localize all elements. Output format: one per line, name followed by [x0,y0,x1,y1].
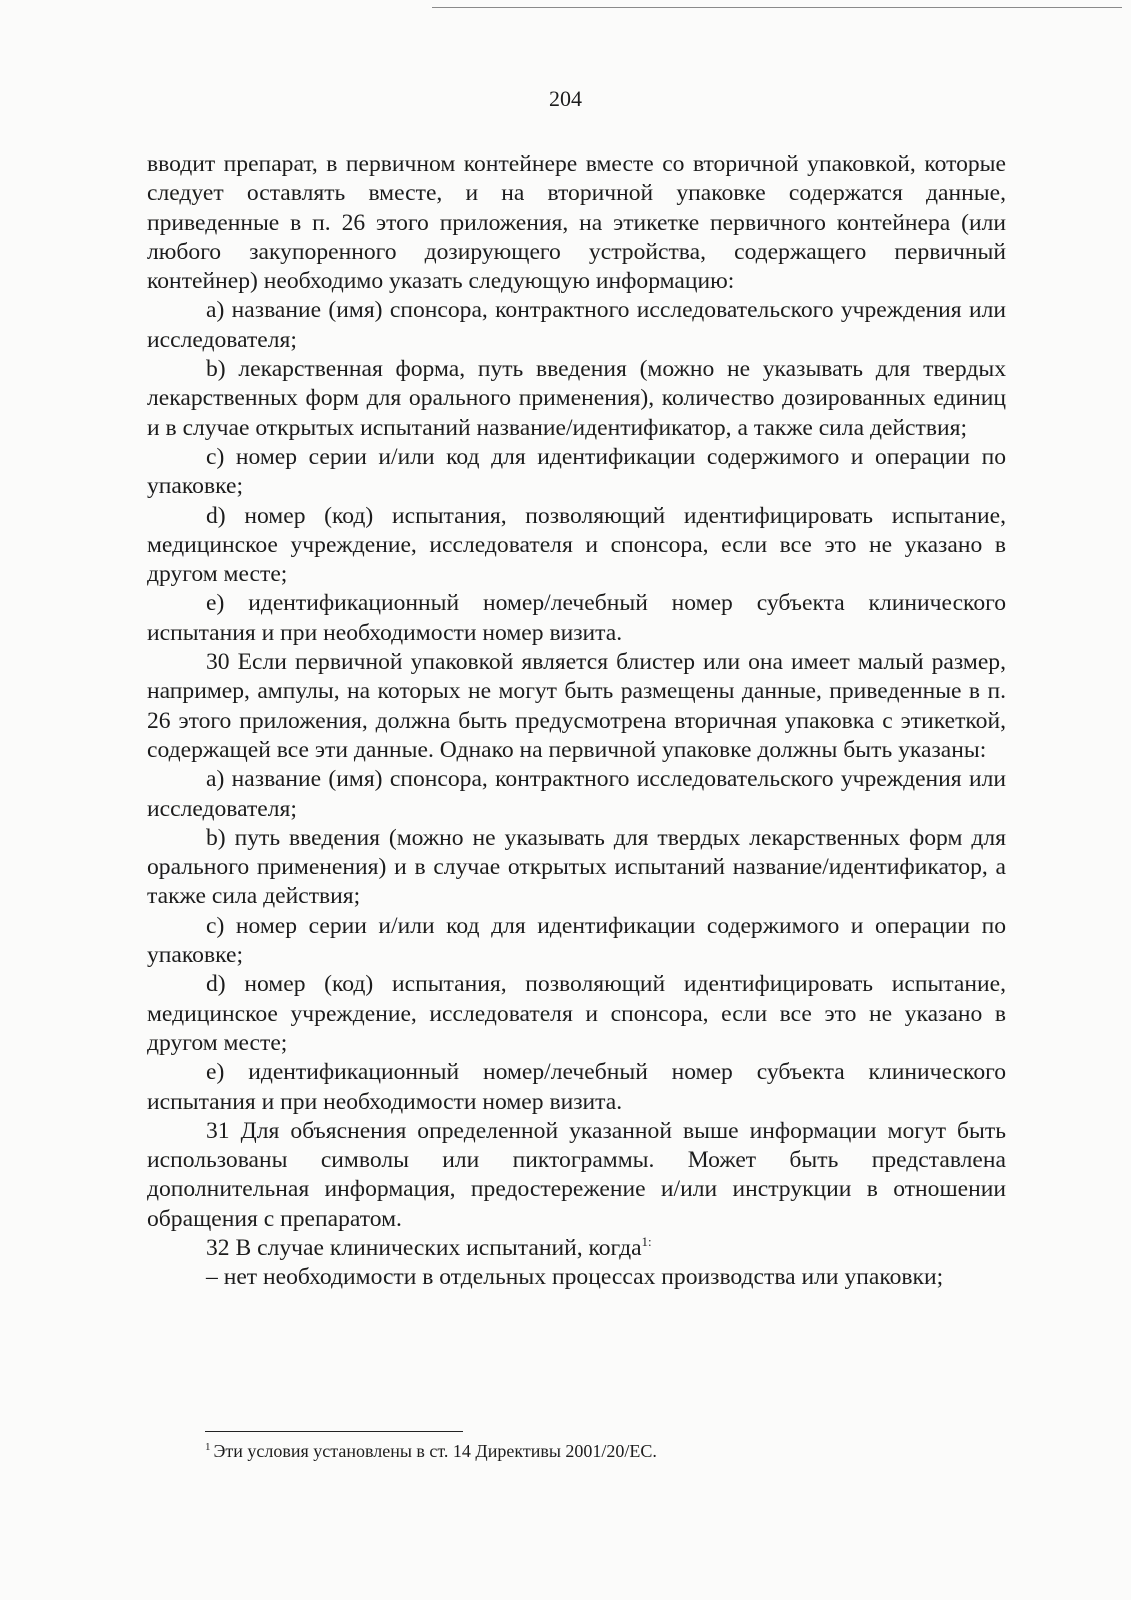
top-edge-rule [432,7,1122,8]
document-body [147,150,1006,1293]
clause-30: 30 Если первичной упаковкой является блистер или она имеет малый размер, например, ампулы, на которых не могут быть размещены данные, приведенные в п. 26 этого приложения, должна быть предусмотрена вторичная упаковка с этикеткой, содержащей все эти данные. Однако на первичной упаковке должны быть указаны: [147,649,1006,763]
list-item-b: b) путь введения (можно не указывать для твердых лекарственных форм для орального применения) и в случае открытых испытаний название/идентификатор, а также сила действия; [147,824,1006,910]
list-item-e: e) идентификационный номер/лечебный номер субъекта клинического испытания и при необходимости номер визита. [147,590,1006,646]
list-item-d: d) номер (код) испытания, позволяющий идентифицировать испытание, медицинское учреждение, исследователя и спонсора, если все это не указано в другом месте; [147,971,1006,1056]
clause-31: 31 Для объяснения определенной указанной выше информации могут быть использованы символы или пиктограммы. Может быть представлена дополнительная информация, предостережение и/или инструкции в отношении обращения с препаратом. [147,1117,1006,1232]
list-item-b: b) лекарственная форма, путь введения (можно не указывать для твердых лекарственных форм для орального применения), количество дозированных единиц и в случае открытых испытаний название/идентификатор, а также сила действия; [147,356,1006,441]
footnote-reference[interactable]: 1: [641,1234,652,1250]
list-item-a: a) название (имя) спонсора, контрактного исследовательского учреждения или исследователя; [147,766,1006,822]
footnote-text: Эти условия установлены в ст. 14 Директивы 2001/20/EC. [213,1441,657,1461]
bullet-item: – нет необходимости в отдельных процессах производства или упаковки; [206,1264,944,1291]
footnote-mark: 1 [205,1441,211,1453]
list-item-c: c) номер серии и/или код для идентификации содержимого и операции по упаковке; [147,443,1006,500]
list-item-a: a) название (имя) спонсора, контрактного исследовательского учреждения или исследователя; [147,297,1006,353]
list-item-c: c) номер серии и/или код для идентификации содержимого и операции по упаковке; [147,912,1006,969]
paragraph: вводит препарат, в первичном контейнере вместе со вторичной упаковкой, которые следует оставлять вместе, и на вторичной упаковке содержатся данные, приведенные в п. 26 этого приложения, на этикетке первичного контейнера (или любого закупоренного дозирующего устройства, содержащего первичный контейнер) необходимо указать следующую информацию: [147,151,1006,295]
footnote [205,1439,1005,1463]
page-number: 204 [549,86,582,111]
list-item-d: d) номер (код) испытания, позволяющий идентифицировать испытание, медицинское учреждение, исследователя и спонсора, если все это не указано в другом месте; [147,502,1006,588]
clause-32 [147,1234,1006,1263]
list-item-e: e) идентификационный номер/лечебный номер субъекта клинического испытания и при необходимости номер визита. [147,1059,1006,1115]
clause-32-text: 32 В случае клинических испытаний, когда [206,1234,642,1261]
footnote-separator [205,1431,463,1432]
